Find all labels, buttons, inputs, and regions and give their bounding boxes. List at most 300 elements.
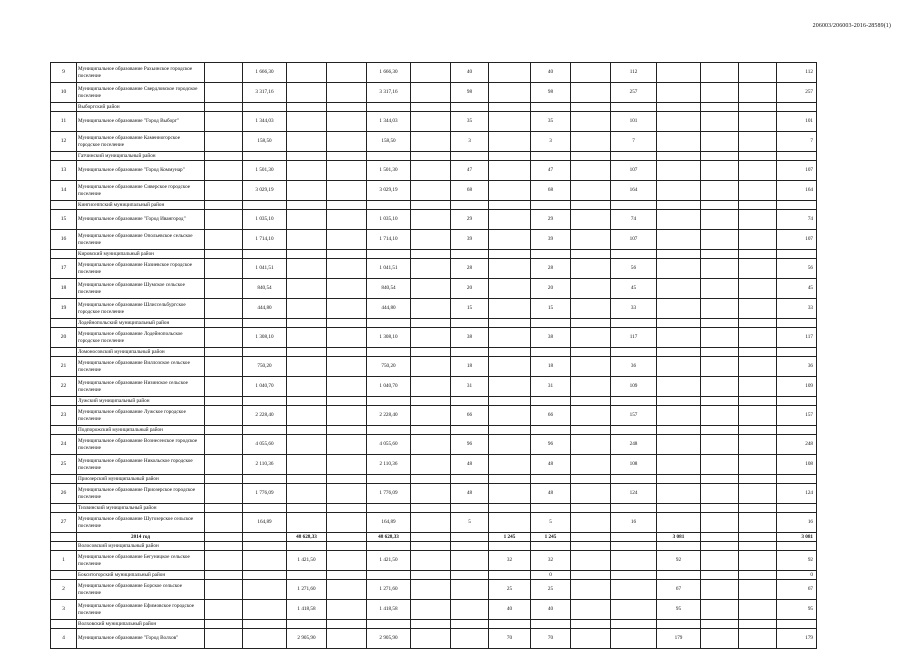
- cell-c8: 107: [611, 161, 657, 181]
- cell-c10: 101: [777, 112, 817, 132]
- cell-empty: [571, 377, 611, 397]
- cell-empty: [739, 83, 777, 103]
- cell-c3: [327, 426, 367, 435]
- row-number: 27: [51, 513, 77, 533]
- cell-c8: 257: [611, 83, 657, 103]
- cell-empty: [701, 551, 739, 571]
- row-number: 4: [51, 629, 77, 649]
- cell-c7: 40: [531, 63, 571, 83]
- district-name: Приозерский муниципальный район: [77, 475, 205, 484]
- cell-c9: [657, 299, 701, 319]
- cell-empty: [411, 435, 451, 455]
- cell-c8: [611, 348, 657, 357]
- cell-c1: 1 666,30: [243, 63, 287, 83]
- cell-empty: [701, 542, 739, 551]
- cell-empty: [701, 328, 739, 348]
- cell-empty: [739, 504, 777, 513]
- cell-c5: [451, 397, 489, 406]
- cell-c3: [327, 435, 367, 455]
- row-number: 10: [51, 83, 77, 103]
- cell-c10: [777, 475, 817, 484]
- cell-empty: [739, 406, 777, 426]
- cell-empty: [411, 551, 451, 571]
- cell-c9: [657, 377, 701, 397]
- cell-c3: [327, 230, 367, 250]
- cell-c5: 48: [451, 455, 489, 475]
- cell-c3: [327, 250, 367, 259]
- cell-empty: [205, 279, 243, 299]
- cell-c7: [531, 201, 571, 210]
- cell-c1: [243, 629, 287, 649]
- cell-empty: [205, 112, 243, 132]
- cell-c6: [489, 397, 531, 406]
- cell-empty: [701, 152, 739, 161]
- cell-c7: 5: [531, 513, 571, 533]
- cell-c10: 36: [777, 357, 817, 377]
- district-row: [51, 620, 817, 629]
- cell-c4: [367, 319, 411, 328]
- cell-c4: 3 317,16: [367, 83, 411, 103]
- cell-c3: [327, 629, 367, 649]
- cell-c6: [489, 259, 531, 279]
- row-number: 22: [51, 377, 77, 397]
- cell-c8: [611, 475, 657, 484]
- cell-c3: [327, 580, 367, 600]
- table-row: [51, 132, 817, 152]
- cell-c6: [489, 161, 531, 181]
- municipality-name: Муниципальное образование Шумское сельское поселение: [77, 279, 205, 299]
- cell-c6: [489, 348, 531, 357]
- cell-empty: [739, 103, 777, 112]
- cell-c2: 48 628,33: [287, 533, 327, 542]
- cell-c2: [287, 542, 327, 551]
- cell-c8: [611, 629, 657, 649]
- table-row: [51, 83, 817, 103]
- cell-c8: 16: [611, 513, 657, 533]
- cell-c8: [611, 250, 657, 259]
- row-number: 19: [51, 299, 77, 319]
- cell-c10: 108: [777, 455, 817, 475]
- cell-c5: 5: [451, 513, 489, 533]
- cell-c6: [489, 377, 531, 397]
- cell-c9: 3 081: [657, 533, 701, 542]
- cell-c4: 1 776,09: [367, 484, 411, 504]
- cell-c4: 3 029,19: [367, 181, 411, 201]
- cell-empty: [739, 620, 777, 629]
- cell-c1: 1 308,10: [243, 328, 287, 348]
- cell-c9: [657, 279, 701, 299]
- cell-empty: [411, 377, 451, 397]
- municipality-name: Муниципальное образование Бегуницкое сельское поселение: [77, 551, 205, 571]
- cell-empty: [571, 112, 611, 132]
- cell-c9: [657, 259, 701, 279]
- cell-c8: [611, 533, 657, 542]
- cell-c10: 45: [777, 279, 817, 299]
- cell-c1: [243, 319, 287, 328]
- cell-empty: [701, 181, 739, 201]
- cell-c10: 107: [777, 161, 817, 181]
- cell-empty: [571, 542, 611, 551]
- cell-empty: [739, 580, 777, 600]
- cell-c8: 45: [611, 279, 657, 299]
- municipality-name: Муниципальное образование Приозерское городское поселение: [77, 484, 205, 504]
- cell-c3: [327, 348, 367, 357]
- cell-c6: [489, 328, 531, 348]
- cell-c8: 74: [611, 210, 657, 230]
- cell-empty: [411, 201, 451, 210]
- cell-c9: [657, 319, 701, 328]
- cell-empty: [739, 319, 777, 328]
- cell-c2: 2 905,90: [287, 629, 327, 649]
- cell-empty: [411, 161, 451, 181]
- data-table: [50, 62, 817, 649]
- cell-empty: [701, 426, 739, 435]
- cell-empty: [739, 397, 777, 406]
- cell-c6: 32: [489, 551, 531, 571]
- cell-c6: [489, 181, 531, 201]
- cell-empty: [701, 629, 739, 649]
- cell-c1: 2 110,36: [243, 455, 287, 475]
- cell-c4: 1 041,51: [367, 259, 411, 279]
- cell-empty: [701, 580, 739, 600]
- cell-c8: [611, 397, 657, 406]
- cell-empty: [205, 250, 243, 259]
- municipality-name: Муниципальное образование Виллозское сельское поселение: [77, 357, 205, 377]
- cell-c4: 1 040,70: [367, 377, 411, 397]
- cell-c10: 74: [777, 210, 817, 230]
- cell-empty: [411, 230, 451, 250]
- cell-empty: [701, 435, 739, 455]
- cell-c9: [657, 475, 701, 484]
- cell-empty: [205, 230, 243, 250]
- cell-empty: [571, 83, 611, 103]
- cell-c3: [327, 112, 367, 132]
- cell-empty: [571, 629, 611, 649]
- row-number: 24: [51, 435, 77, 455]
- cell-empty: [701, 319, 739, 328]
- cell-c4: 1 418,58: [367, 600, 411, 620]
- cell-c4: [367, 152, 411, 161]
- table-row: [51, 513, 817, 533]
- cell-c4: 2 110,36: [367, 455, 411, 475]
- cell-c4: 750,20: [367, 357, 411, 377]
- cell-c7: [531, 475, 571, 484]
- cell-c3: [327, 542, 367, 551]
- cell-c5: [451, 571, 489, 580]
- cell-c3: [327, 620, 367, 629]
- cell-c1: 4 055,60: [243, 435, 287, 455]
- cell-empty: [411, 328, 451, 348]
- cell-empty: [411, 112, 451, 132]
- cell-c8: [611, 426, 657, 435]
- cell-empty: [205, 181, 243, 201]
- row-number: 14: [51, 181, 77, 201]
- table-body: [51, 63, 817, 649]
- cell-empty: [739, 230, 777, 250]
- cell-empty: [571, 435, 611, 455]
- cell-empty: [571, 250, 611, 259]
- cell-c6: [489, 513, 531, 533]
- cell-c8: 108: [611, 455, 657, 475]
- row-number: [51, 426, 77, 435]
- cell-empty: [205, 455, 243, 475]
- cell-c6: [489, 426, 531, 435]
- table-row: [51, 455, 817, 475]
- cell-c8: 56: [611, 259, 657, 279]
- cell-c7: 18: [531, 357, 571, 377]
- cell-c8: 109: [611, 377, 657, 397]
- cell-c4: 2 905,90: [367, 629, 411, 649]
- cell-c7: [531, 103, 571, 112]
- district-name: Волосовский муниципальный район: [77, 542, 205, 551]
- cell-c10: 248: [777, 435, 817, 455]
- municipality-name: Муниципальное образование "Город Коммунар": [77, 161, 205, 181]
- district-name: Ломоносовский муниципальный район: [77, 348, 205, 357]
- table-row: [51, 580, 817, 600]
- cell-empty: [739, 484, 777, 504]
- row-number: 23: [51, 406, 77, 426]
- cell-c9: [657, 161, 701, 181]
- cell-c10: [777, 620, 817, 629]
- cell-c8: [611, 152, 657, 161]
- cell-c2: [287, 210, 327, 230]
- cell-c7: [531, 542, 571, 551]
- cell-c7: 40: [531, 600, 571, 620]
- cell-c3: [327, 397, 367, 406]
- cell-empty: [571, 132, 611, 152]
- cell-c3: [327, 455, 367, 475]
- cell-c5: 15: [451, 299, 489, 319]
- cell-empty: [739, 161, 777, 181]
- municipality-name: Муниципальное образование Ефимовское городское поселение: [77, 600, 205, 620]
- cell-c10: [777, 542, 817, 551]
- cell-c9: [657, 201, 701, 210]
- row-number: 20: [51, 328, 77, 348]
- cell-empty: [205, 484, 243, 504]
- cell-empty: [701, 112, 739, 132]
- cell-c4: [367, 571, 411, 580]
- cell-c10: 67: [777, 580, 817, 600]
- cell-c8: [611, 201, 657, 210]
- cell-empty: [205, 83, 243, 103]
- cell-c5: 66: [451, 406, 489, 426]
- cell-c3: [327, 406, 367, 426]
- cell-empty: [571, 533, 611, 542]
- municipality-name: Муниципальное образование Каменногорское городское поселение: [77, 132, 205, 152]
- cell-empty: [571, 279, 611, 299]
- cell-c2: [287, 299, 327, 319]
- cell-c2: [287, 152, 327, 161]
- cell-c7: 28: [531, 259, 571, 279]
- cell-c1: 3 317,16: [243, 83, 287, 103]
- cell-c4: 1 271,60: [367, 580, 411, 600]
- cell-empty: [701, 600, 739, 620]
- cell-c5: 28: [451, 259, 489, 279]
- cell-c8: 112: [611, 63, 657, 83]
- district-name: Подпорожский муниципальный район: [77, 426, 205, 435]
- cell-c2: 1 418,58: [287, 600, 327, 620]
- cell-c7: 0: [531, 571, 571, 580]
- cell-c5: 3: [451, 132, 489, 152]
- cell-c1: [243, 397, 287, 406]
- cell-empty: [205, 533, 243, 542]
- cell-c9: 179: [657, 629, 701, 649]
- cell-empty: [205, 319, 243, 328]
- cell-c3: [327, 571, 367, 580]
- cell-empty: [701, 132, 739, 152]
- cell-empty: [571, 426, 611, 435]
- cell-empty: [739, 513, 777, 533]
- cell-c3: [327, 475, 367, 484]
- municipality-name: Муниципальное образование Свердловское городское поселение: [77, 83, 205, 103]
- cell-c5: 40: [451, 63, 489, 83]
- cell-c8: [611, 580, 657, 600]
- cell-empty: [701, 210, 739, 230]
- row-number: 3: [51, 600, 77, 620]
- municipality-name: Муниципальное образование Сиверское городское поселение: [77, 181, 205, 201]
- cell-empty: [739, 112, 777, 132]
- row-number: 9: [51, 63, 77, 83]
- cell-c8: [611, 600, 657, 620]
- cell-c1: [243, 152, 287, 161]
- cell-empty: [739, 63, 777, 83]
- cell-c9: [657, 181, 701, 201]
- cell-c1: 1 035,10: [243, 210, 287, 230]
- cell-c3: [327, 83, 367, 103]
- row-number: 12: [51, 132, 77, 152]
- table-row: [51, 161, 817, 181]
- cell-c6: [489, 201, 531, 210]
- cell-empty: [411, 299, 451, 319]
- cell-c6: 25: [489, 580, 531, 600]
- cell-empty: [571, 504, 611, 513]
- cell-c10: 33: [777, 299, 817, 319]
- cell-empty: [701, 513, 739, 533]
- cell-c7: [531, 620, 571, 629]
- cell-c9: [657, 504, 701, 513]
- cell-empty: [571, 210, 611, 230]
- cell-c3: [327, 132, 367, 152]
- cell-empty: [701, 201, 739, 210]
- cell-empty: [739, 348, 777, 357]
- cell-empty: [701, 504, 739, 513]
- cell-c10: [777, 504, 817, 513]
- cell-c10: 92: [777, 551, 817, 571]
- cell-c2: [287, 455, 327, 475]
- row-number: 25: [51, 455, 77, 475]
- cell-c5: [451, 319, 489, 328]
- cell-c6: 1 245: [489, 533, 531, 542]
- cell-empty: [205, 210, 243, 230]
- cell-c7: 39: [531, 230, 571, 250]
- cell-empty: [701, 377, 739, 397]
- cell-c3: [327, 533, 367, 542]
- cell-empty: [739, 629, 777, 649]
- table-row: [51, 328, 817, 348]
- cell-c2: [287, 357, 327, 377]
- cell-c4: 158,50: [367, 132, 411, 152]
- cell-c3: [327, 513, 367, 533]
- cell-c4: 1 421,50: [367, 551, 411, 571]
- cell-c9: [657, 435, 701, 455]
- cell-c7: 38: [531, 328, 571, 348]
- cell-empty: [205, 103, 243, 112]
- cell-empty: [739, 426, 777, 435]
- cell-c2: [287, 377, 327, 397]
- district-row: [51, 571, 817, 580]
- cell-empty: [701, 250, 739, 259]
- municipality-name: Муниципальное образование Лодейнопольское городское поселение: [77, 328, 205, 348]
- cell-empty: [205, 201, 243, 210]
- row-number: 11: [51, 112, 77, 132]
- cell-c4: [367, 542, 411, 551]
- cell-empty: [411, 279, 451, 299]
- cell-empty: [571, 230, 611, 250]
- district-name: Бокситогорский муниципальный район: [77, 571, 205, 580]
- cell-empty: [739, 132, 777, 152]
- municipality-name: Муниципальное образование Рахьинское городское поселение: [77, 63, 205, 83]
- cell-c5: 48: [451, 484, 489, 504]
- cell-c4: 840,54: [367, 279, 411, 299]
- cell-c5: 38: [451, 328, 489, 348]
- cell-empty: [701, 455, 739, 475]
- row-number: 21: [51, 357, 77, 377]
- cell-c8: [611, 504, 657, 513]
- cell-c5: [451, 201, 489, 210]
- cell-c7: 48: [531, 484, 571, 504]
- cell-c3: [327, 504, 367, 513]
- cell-c5: 68: [451, 181, 489, 201]
- cell-c6: [489, 83, 531, 103]
- cell-empty: [411, 475, 451, 484]
- cell-empty: [411, 629, 451, 649]
- cell-c4: [367, 348, 411, 357]
- cell-c3: [327, 484, 367, 504]
- cell-empty: [701, 357, 739, 377]
- cell-empty: [411, 513, 451, 533]
- district-row: [51, 250, 817, 259]
- row-number: [51, 103, 77, 112]
- municipality-name: Муниципальное образование "Город Волхов": [77, 629, 205, 649]
- cell-empty: [205, 580, 243, 600]
- table-row: [51, 600, 817, 620]
- cell-c5: [451, 629, 489, 649]
- cell-c9: [657, 484, 701, 504]
- cell-empty: [411, 181, 451, 201]
- cell-c7: 68: [531, 181, 571, 201]
- cell-c10: [777, 250, 817, 259]
- cell-c2: [287, 230, 327, 250]
- cell-c2: [287, 348, 327, 357]
- cell-c3: [327, 328, 367, 348]
- cell-c2: [287, 181, 327, 201]
- cell-c10: 112: [777, 63, 817, 83]
- cell-c8: [611, 551, 657, 571]
- municipality-name: Муниципальное образование Назиевское городское поселение: [77, 259, 205, 279]
- cell-c9: [657, 250, 701, 259]
- cell-empty: [571, 513, 611, 533]
- cell-c1: [243, 475, 287, 484]
- cell-c10: [777, 397, 817, 406]
- cell-empty: [739, 571, 777, 580]
- cell-c1: 3 029,19: [243, 181, 287, 201]
- cell-c5: [451, 348, 489, 357]
- cell-empty: [205, 357, 243, 377]
- cell-empty: [205, 348, 243, 357]
- cell-c9: [657, 83, 701, 103]
- cell-c3: [327, 299, 367, 319]
- cell-c6: [489, 63, 531, 83]
